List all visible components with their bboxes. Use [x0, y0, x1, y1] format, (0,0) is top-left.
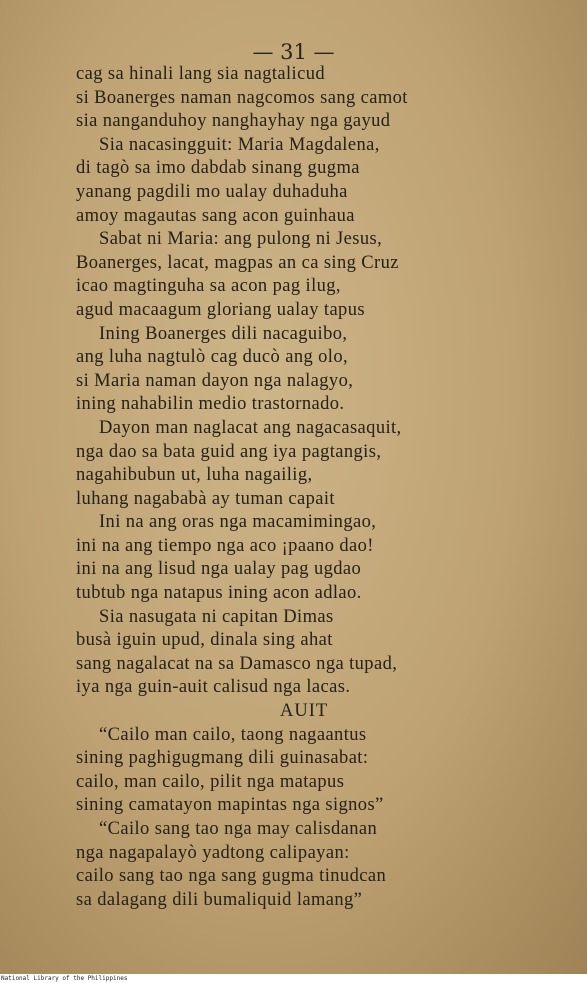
- text-line: cailo, man cailo, pilit nga matapus: [76, 771, 345, 792]
- text-line: Sia nacasingguit: Maria Magdalena,: [99, 134, 380, 155]
- text-line: si Maria naman dayon nga nalagyo,: [76, 370, 354, 391]
- text-line: Sabat ni Maria: ang pulong ni Jesus,: [99, 229, 383, 250]
- section-heading: AUIT: [280, 701, 329, 722]
- text-line: ini na ang lisud nga ualay pag ugdao: [76, 559, 362, 580]
- text-line: tubtub nga natapus ining acon adlao.: [76, 583, 362, 604]
- text-line: cag sa hinali lang sia nagtalicud: [76, 64, 325, 84]
- text-line: nga nagapalayò yadtong calipayan:: [76, 842, 350, 863]
- poem-text: [76, 63, 576, 912]
- text-line: sang nagalacat na sa Damasco nga tupad,: [76, 653, 398, 674]
- text-line: busà iguin upud, dinala sing ahat: [76, 630, 333, 651]
- page-number: — 31 —: [252, 40, 335, 64]
- text-line: sa dalagang dili bumaliquid lamang”: [76, 889, 363, 910]
- text-line: sia nanganduhoy nanghayhay nga gayud: [76, 111, 391, 132]
- text-line: Dayon man naglacat ang nagacasaquit,: [99, 417, 402, 438]
- text-line: Boanerges, lacat, magpas an ca sing Cruz: [76, 252, 399, 273]
- text-line: ini na ang tiempo nga aco ¡paano dao!: [76, 535, 374, 556]
- text-line: di tagò sa imo dabdab sinang gugma: [76, 158, 360, 179]
- text-line: iya nga guin-auit calisud nga lacas.: [76, 677, 351, 698]
- text-line: sining paghigugmang dili guinasabat:: [76, 748, 369, 769]
- text-line: cailo sang tao nga sang gugma tinudcan: [76, 866, 387, 887]
- text-line: “Cailo man cailo, taong nagaantus: [99, 724, 367, 745]
- footer-credit: National Library of the Philippines: [1, 975, 128, 982]
- text-line: yanang pagdili mo ualay duhaduha: [76, 181, 348, 202]
- text-line: agud macaagum gloriang ualay tapus: [76, 299, 365, 320]
- text-line: luhang nagababà ay tuman capait: [76, 488, 335, 509]
- text-line: amoy magautas sang acon guinhaua: [76, 205, 355, 226]
- text-line: sining camatayon mapintas nga signos”: [76, 795, 384, 816]
- text-line: Ining Boanerges dili nacaguibo,: [99, 323, 348, 344]
- text-line: nga dao sa bata guid ang iya pagtangis,: [76, 441, 382, 462]
- text-line: ining nahabilin medio trastornado.: [76, 394, 345, 415]
- text-line: nagahibubun ut, luha nagailig,: [76, 465, 313, 486]
- text-line: si Boanerges naman nagcomos sang camot: [76, 87, 408, 108]
- text-line: “Cailo sang tao nga may calisdanan: [99, 819, 378, 839]
- text-line: Sia nasugata ni capitan Dimas: [99, 606, 334, 627]
- text-line: Ini na ang oras nga macamimingao,: [99, 512, 377, 533]
- text-line: ang luha nagtulò cag ducò ang olo,: [76, 347, 349, 368]
- text-line: icao magtinguha sa acon pag ilug,: [76, 276, 341, 297]
